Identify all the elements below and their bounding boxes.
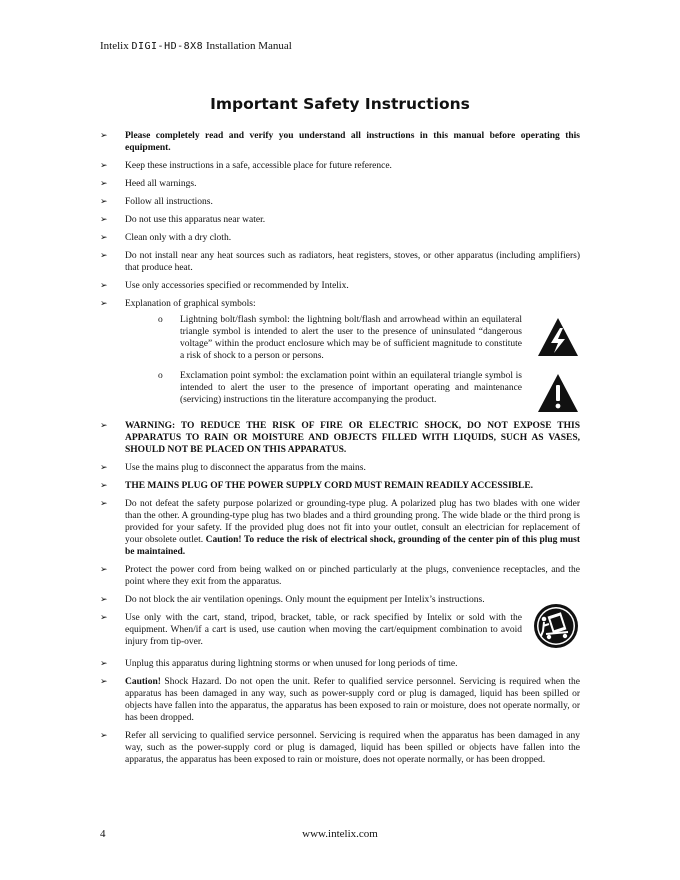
- list-item: [100, 594, 580, 606]
- safety-list: [100, 130, 580, 772]
- bullet-arrow-icon: ➢: [100, 299, 108, 309]
- item-text: Do not block the air ventilation openings. Only mount the equipment per Intelix’s instructions.: [125, 595, 485, 605]
- item-text: Heed all warnings.: [125, 179, 197, 189]
- bullet-arrow-icon: ➢: [100, 421, 108, 431]
- item-text: Explanation of graphical symbols:: [125, 299, 256, 309]
- list-item: [100, 420, 580, 456]
- list-item: [100, 250, 580, 274]
- list-item: [100, 196, 580, 208]
- list-item: [100, 160, 580, 172]
- bullet-arrow-icon: ➢: [100, 251, 108, 261]
- list-item: [100, 280, 580, 292]
- sub-bullet: o: [158, 371, 163, 381]
- footer-url: www.intelix.com: [302, 828, 378, 840]
- list-item: [100, 214, 580, 226]
- list-item: [100, 462, 580, 474]
- sub-item-exclamation: [125, 370, 580, 412]
- bullet-arrow-icon: ➢: [100, 215, 108, 225]
- item-caution-text: Caution! To reduce the risk of electrical shock, grounding of the center pin of this plug must be maintained.: [125, 535, 580, 557]
- item-text: Do not install near any heat sources such as radiators, heat registers, stoves, or other apparatus (including amplifiers) that produce heat.: [125, 251, 580, 273]
- page-number: 4: [100, 828, 106, 840]
- item-text: Use only accessories specified or recommended by Intelix.: [125, 281, 349, 291]
- bullet-arrow-icon: ➢: [100, 281, 108, 291]
- item-text: Refer all servicing to qualified service personnel. Servicing is required when the apparatus has been damaged in any way, such as the power-supply cord or plug is damaged, liquid has been spilled or objects have fallen into the apparatus, the apparatus has been exposed to rain or moisture, does not operate normally, or has been dropped.: [125, 731, 580, 765]
- list-item: [100, 298, 580, 412]
- sub-item-text: Lightning bolt/flash symbol: the lightning bolt/flash and arrowhead within an equilateral triangle symbol is intended to alert the user to the presence of uninsulated “dangerous voltage” within the product enclosure which may be of sufficient magnitude to constitute a risk of shock to a person or persons.: [180, 315, 522, 361]
- item-text: THE MAINS PLUG OF THE POWER SUPPLY CORD MUST REMAIN READILY ACCESSIBLE.: [125, 481, 534, 491]
- bullet-arrow-icon: ➢: [100, 731, 108, 741]
- bullet-arrow-icon: ➢: [100, 463, 108, 473]
- sub-item-lightning: [125, 314, 580, 362]
- item-text: Keep these instructions in a safe, accessible place for future reference.: [125, 161, 392, 171]
- item-text: Do not defeat the safety purpose polarized or grounding-type plug. A polarized plug has two blades with one wider than the other. A grounding-type plug has two blades and a third grounding prong. The wide blade or the third prong is provided for your safety. If the provided plug does not fit into your outlet, consult an electrician for replacement of your obsolete outlet.: [125, 499, 580, 545]
- header-manual: Installation Manual: [205, 40, 292, 52]
- list-item: [100, 178, 580, 190]
- bullet-arrow-icon: ➢: [100, 179, 108, 189]
- header-brand: Intelix: [100, 40, 129, 52]
- bullet-arrow-icon: ➢: [100, 233, 108, 243]
- bullet-arrow-icon: ➢: [100, 499, 108, 509]
- exclamation-warning-icon: [536, 372, 580, 414]
- page-header: [100, 40, 292, 52]
- bullet-arrow-icon: ➢: [100, 197, 108, 207]
- item-caution-label: Caution!: [125, 677, 161, 687]
- bullet-arrow-icon: ➢: [100, 565, 108, 575]
- sub-bullet: o: [158, 315, 163, 325]
- cart-tip-over-warning-icon: [532, 602, 580, 650]
- list-item: [100, 232, 580, 244]
- item-text: Please completely read and verify you understand all instructions in this manual before operating this equipment.: [125, 131, 580, 153]
- bullet-arrow-icon: ➢: [100, 481, 108, 491]
- sub-item-text: Exclamation point symbol: the exclamation point within an equilateral triangle symbol is intended to alert the user to the presence of important operating and maintenance (servicing) instructions tin the literature accompanying the product.: [180, 371, 522, 405]
- list-item: [100, 612, 580, 652]
- item-text: Clean only with a dry cloth.: [125, 233, 232, 243]
- bullet-arrow-icon: ➢: [100, 613, 108, 623]
- item-text: Do not use this apparatus near water.: [125, 215, 266, 225]
- list-item: [100, 130, 580, 154]
- item-text: Follow all instructions.: [125, 197, 213, 207]
- list-item: [100, 564, 580, 588]
- item-text: Shock Hazard. Do not open the unit. Refer to qualified service personnel. Servicing is required when the apparatus has been damaged in any way, such as power-supply cord or plug is damaged, liquid has been spilled or objects have fallen into the apparatus, the apparatus has been exposed to rain or moisture, does not operate normally, or has been dropped.: [125, 677, 580, 723]
- item-text: WARNING: TO REDUCE THE RISK OF FIRE OR ELECTRIC SHOCK, DO NOT EXPOSE THIS APPARATUS TO RAIN OR MOISTURE AND OBJECTS FILLED WITH LIQUIDS, SUCH AS VASES, SHOULD NOT BE PLACED ON THIS APPARATUS.: [125, 421, 580, 455]
- item-text: Unplug this apparatus during lightning storms or when unused for long periods of time.: [125, 659, 458, 669]
- header-product: DIGI-HD-8X8: [131, 41, 204, 52]
- item-text: Protect the power cord from being walked on or pinched particularly at the plugs, convenience receptacles, and the point where they exit from the apparatus.: [125, 565, 580, 587]
- lightning-warning-icon: [536, 316, 580, 358]
- bullet-arrow-icon: ➢: [100, 595, 108, 605]
- bullet-arrow-icon: ➢: [100, 677, 108, 687]
- bullet-arrow-icon: ➢: [100, 131, 108, 141]
- list-item: [100, 658, 580, 670]
- list-item: [100, 498, 580, 558]
- bullet-arrow-icon: ➢: [100, 161, 108, 171]
- list-item: [100, 676, 580, 724]
- item-text: Use only with the cart, stand, tripod, bracket, table, or rack specified by Intelix or sold with the equipment. When/if a cart is used, use caution when moving the cart/equipment combination to avoid injury from tip-over.: [125, 613, 522, 647]
- page-title: Important Safety Instructions: [210, 95, 470, 113]
- bullet-arrow-icon: ➢: [100, 659, 108, 669]
- list-item: [100, 730, 580, 766]
- list-item: [100, 480, 580, 492]
- item-text: Use the mains plug to disconnect the apparatus from the mains.: [125, 463, 366, 473]
